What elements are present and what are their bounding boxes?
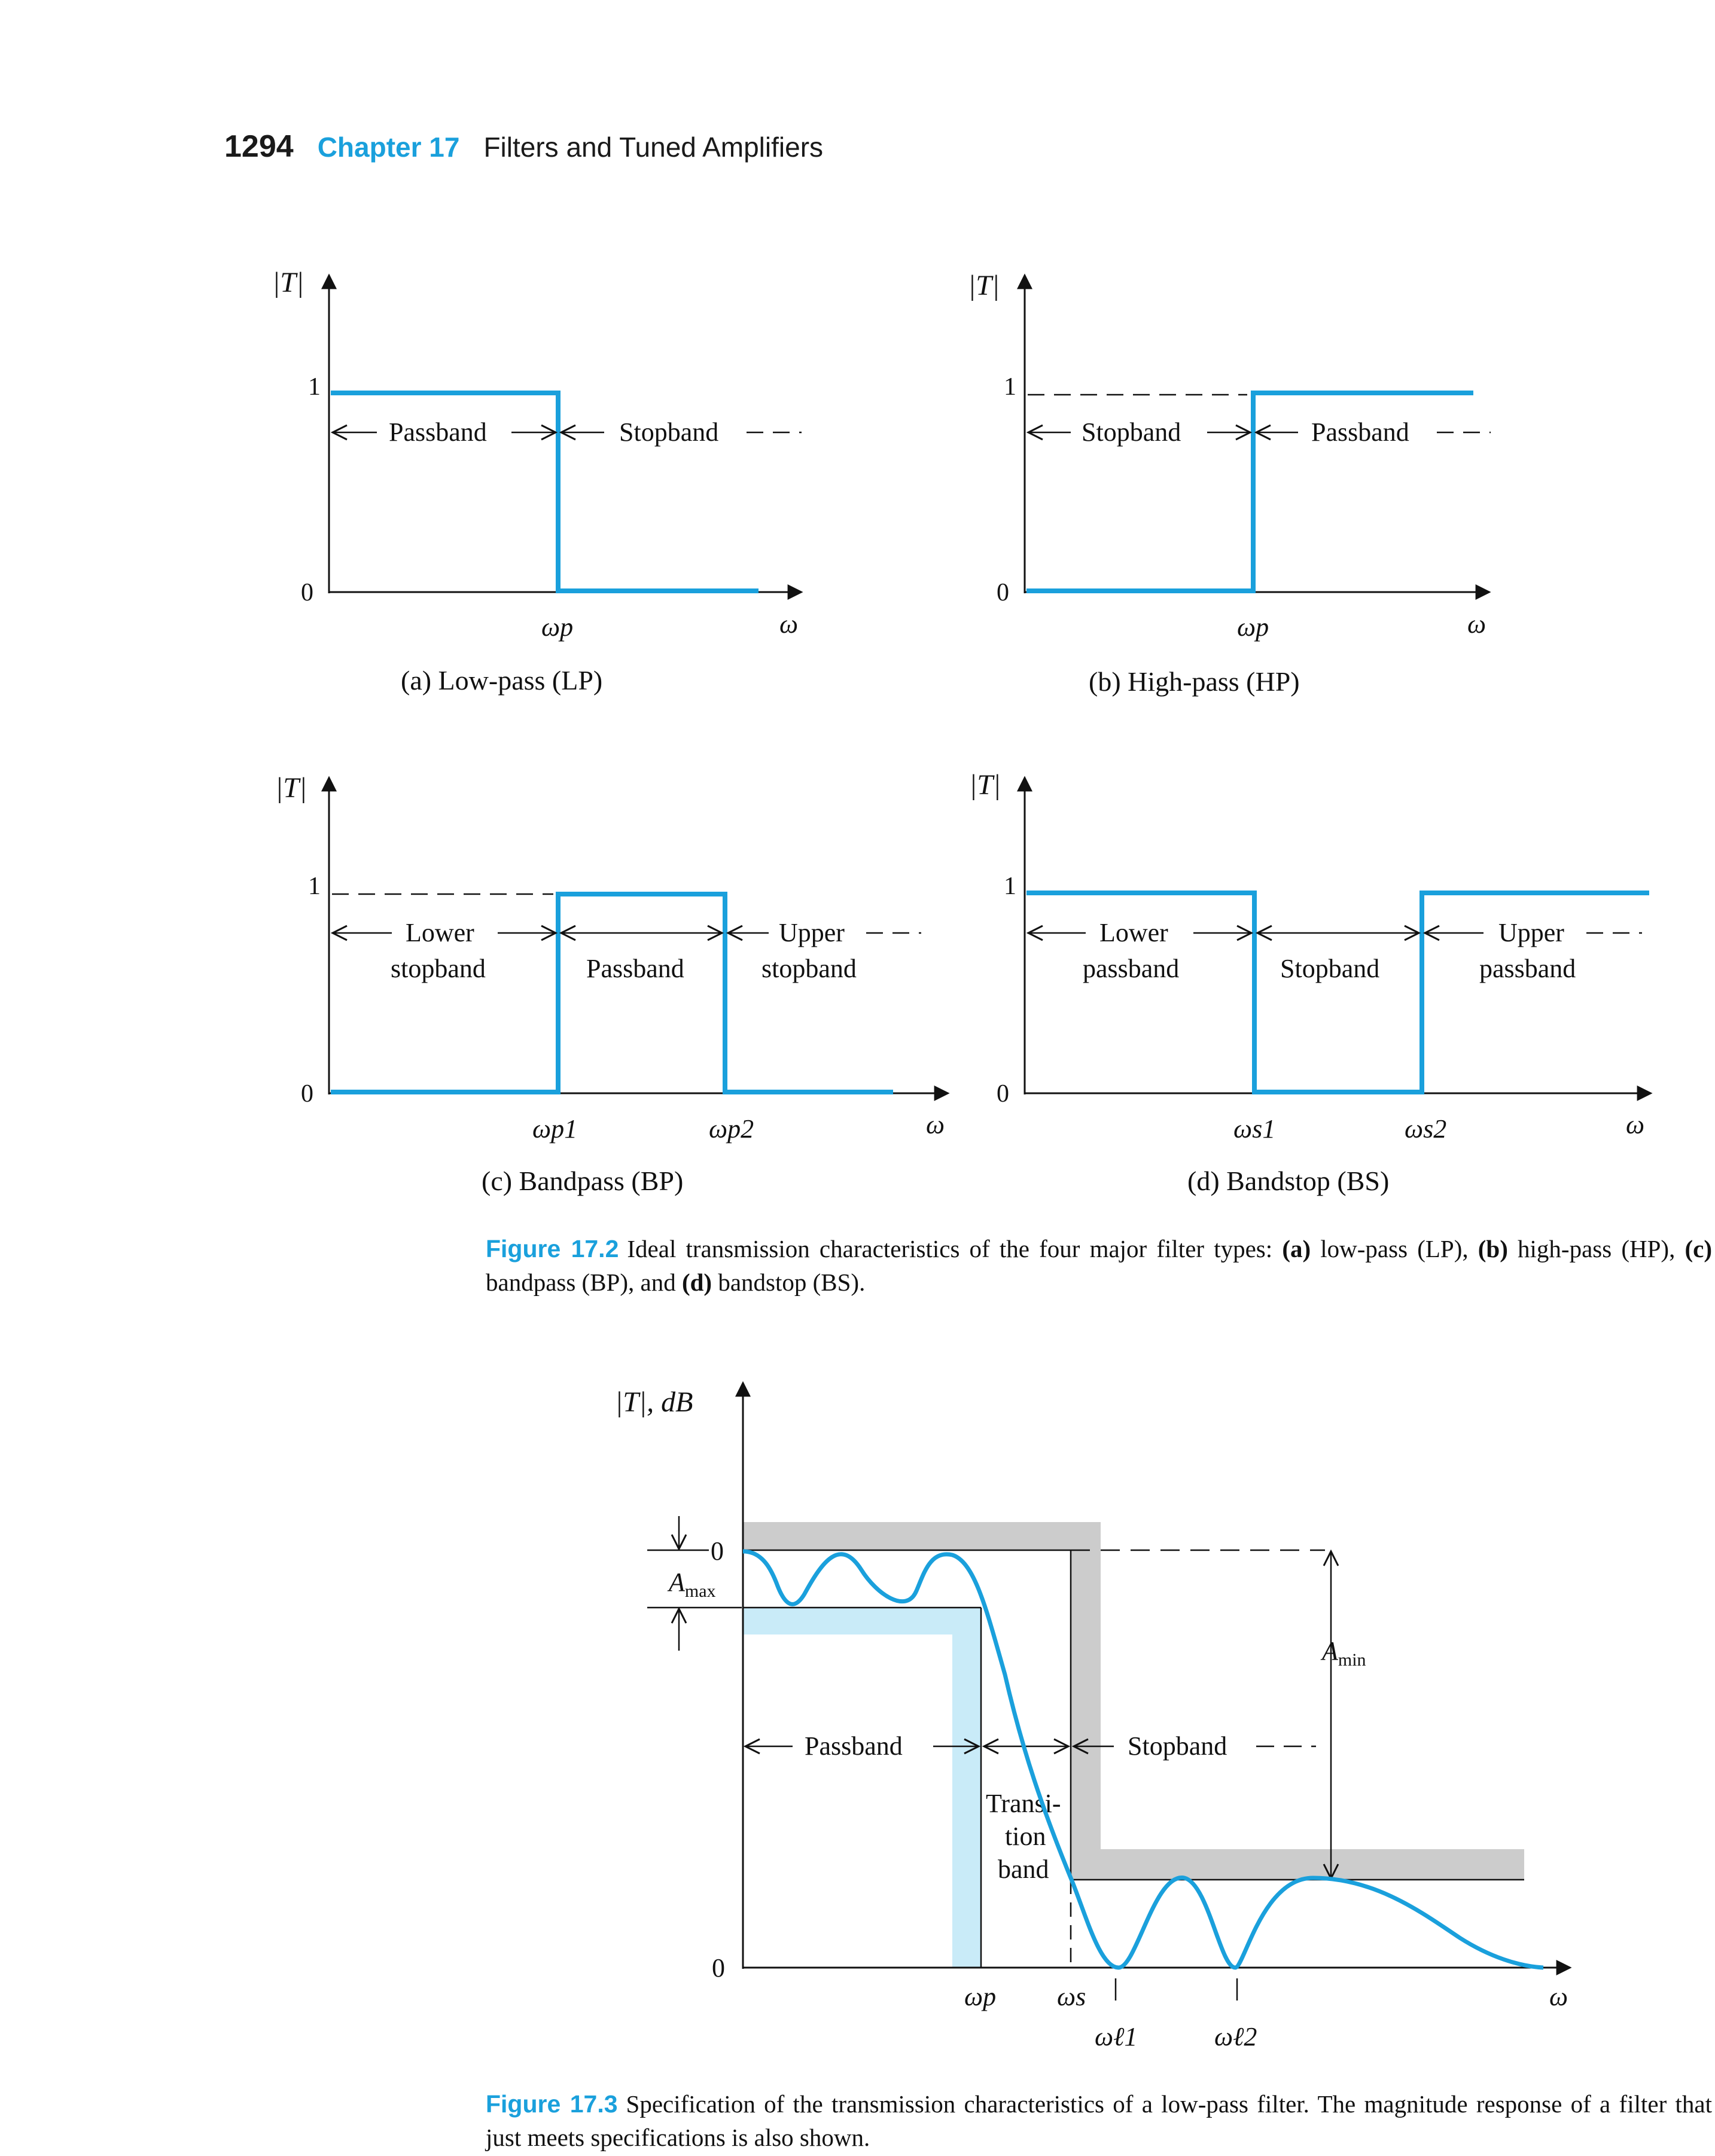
edge-wp xyxy=(1237,612,1269,642)
figure-17-3-caption xyxy=(486,2087,1712,2154)
amin-sub: min xyxy=(1338,1650,1366,1670)
caption-text-4: bandpass (BP), and xyxy=(486,1268,682,1296)
upper-label: Upper xyxy=(779,918,845,947)
label-wp: ωp xyxy=(964,1982,997,2011)
tick-zero: 0 xyxy=(997,1080,1009,1108)
axis-label-t: |T| xyxy=(968,270,1000,301)
tick-one: 1 xyxy=(1004,373,1016,401)
edge-wp2-label: ωp2 xyxy=(709,1114,754,1143)
stopband-label: Stopband xyxy=(1280,954,1380,983)
upper-bound-band xyxy=(743,1522,1524,1880)
tick-zero: 0 xyxy=(997,579,1009,606)
caption-a: (a) xyxy=(1282,1235,1311,1263)
chapter-label: Chapter 17 xyxy=(317,132,460,163)
label-wl1: ωℓ1 xyxy=(1095,2022,1138,2051)
edge-wp-label: ωp xyxy=(1237,612,1269,642)
amax-a: A xyxy=(669,1568,685,1597)
passband-label: Passband xyxy=(586,954,684,983)
edge-wp1-label: ωp1 xyxy=(532,1114,578,1143)
panel-highpass xyxy=(968,270,1491,697)
amax-label xyxy=(667,1568,716,1601)
panel-lowpass xyxy=(272,267,802,696)
stopband-label-upper: stopband xyxy=(761,954,857,983)
edge-wp1 xyxy=(532,1114,577,1143)
transition-label-3: band xyxy=(998,1855,1049,1884)
axis-label-t: |T| xyxy=(969,769,1001,801)
amin-label xyxy=(1320,1636,1366,1670)
tick-zero-bottom: 0 xyxy=(712,1953,725,1983)
amin-a: A xyxy=(1322,1636,1338,1666)
page-number: 1294 xyxy=(224,129,294,164)
caption-text-3: high-pass (HP), xyxy=(1507,1235,1685,1263)
axis-label-omega: ω xyxy=(1549,1982,1568,2011)
caption-b: (b) xyxy=(1478,1235,1508,1263)
tick-zero: 0 xyxy=(301,579,313,606)
tick-zero: 0 xyxy=(301,1080,313,1108)
transition-label-2: tion xyxy=(1005,1822,1046,1851)
stopband-label: Stopband xyxy=(1082,417,1181,447)
edge-wp-label: ωp xyxy=(541,612,574,642)
caption-d: (d) xyxy=(681,1268,712,1296)
label-ws: ωs xyxy=(1057,1982,1086,2011)
caption-text-5: bandstop (BS). xyxy=(712,1268,866,1296)
lower-label: Lower xyxy=(1099,918,1168,947)
figure-17-2-caption xyxy=(486,1232,1712,1299)
caption-c: (c) xyxy=(1684,1235,1712,1263)
edge-ws2-label: ωs2 xyxy=(1405,1114,1447,1143)
caption-text-1: Ideal transmission characteristics of the four major filter types: xyxy=(627,1235,1283,1263)
caption-text-2: low-pass (LP), xyxy=(1311,1235,1478,1263)
edge-ws1 xyxy=(1233,1114,1275,1143)
upper-label: Upper xyxy=(1498,918,1564,947)
passband-label-upper: passband xyxy=(1479,954,1576,983)
lower-label: Lower xyxy=(406,918,474,947)
tick-zero-top: 0 xyxy=(711,1536,724,1566)
passband-label: Passband xyxy=(805,1731,903,1761)
tick-one: 1 xyxy=(1004,873,1016,900)
amax-sub: max xyxy=(684,1581,716,1601)
figure-number: Figure 17.3 xyxy=(486,2090,618,2118)
figure-17-3 xyxy=(615,1383,1570,2051)
axis-label-omega: ω xyxy=(926,1110,945,1139)
caption-text: Specification of the transmission characteristics of a low-pass filter. The magnitude response of a filter that just meets specifications is also shown. xyxy=(486,2090,1712,2151)
axis-label-omega: ω xyxy=(1467,609,1486,639)
stopband-label: Stopband xyxy=(1128,1731,1227,1761)
chapter-title: Filters and Tuned Amplifiers xyxy=(483,132,824,163)
edge-ws1-label: ωs1 xyxy=(1233,1114,1276,1143)
axis-label-t: |T| xyxy=(272,267,304,298)
tick-one: 1 xyxy=(308,873,321,900)
panel-caption: (a) Low-pass (LP) xyxy=(401,665,603,696)
panel-bandpass xyxy=(275,772,948,1196)
passband-label-lower: passband xyxy=(1083,954,1180,983)
edge-wp2 xyxy=(709,1114,754,1143)
axis-label-omega: ω xyxy=(1626,1110,1645,1139)
stopband-label: Stopband xyxy=(619,417,719,447)
passband-limit-band xyxy=(743,1608,981,1968)
panel-caption: (c) Bandpass (BP) xyxy=(482,1166,684,1196)
transition-label-1: Transi- xyxy=(986,1789,1061,1818)
passband-label: Passband xyxy=(1311,417,1409,447)
panel-caption: (b) High-pass (HP) xyxy=(1089,666,1300,697)
label-wl2: ωℓ2 xyxy=(1214,2022,1257,2051)
figure-number: Figure 17.2 xyxy=(486,1235,619,1263)
stopband-label: stopband xyxy=(391,954,486,983)
edge-ws2 xyxy=(1405,1114,1446,1143)
tick-one: 1 xyxy=(308,373,321,401)
panel-bandstop xyxy=(969,769,1651,1196)
axis-label-t-db: |T|, dB xyxy=(615,1386,693,1418)
panel-caption: (d) Bandstop (BS) xyxy=(1187,1166,1390,1196)
axis-label-omega: ω xyxy=(779,609,799,639)
edge-wp xyxy=(541,612,573,642)
passband-label: Passband xyxy=(389,417,487,447)
axis-label-t: |T| xyxy=(275,772,307,804)
